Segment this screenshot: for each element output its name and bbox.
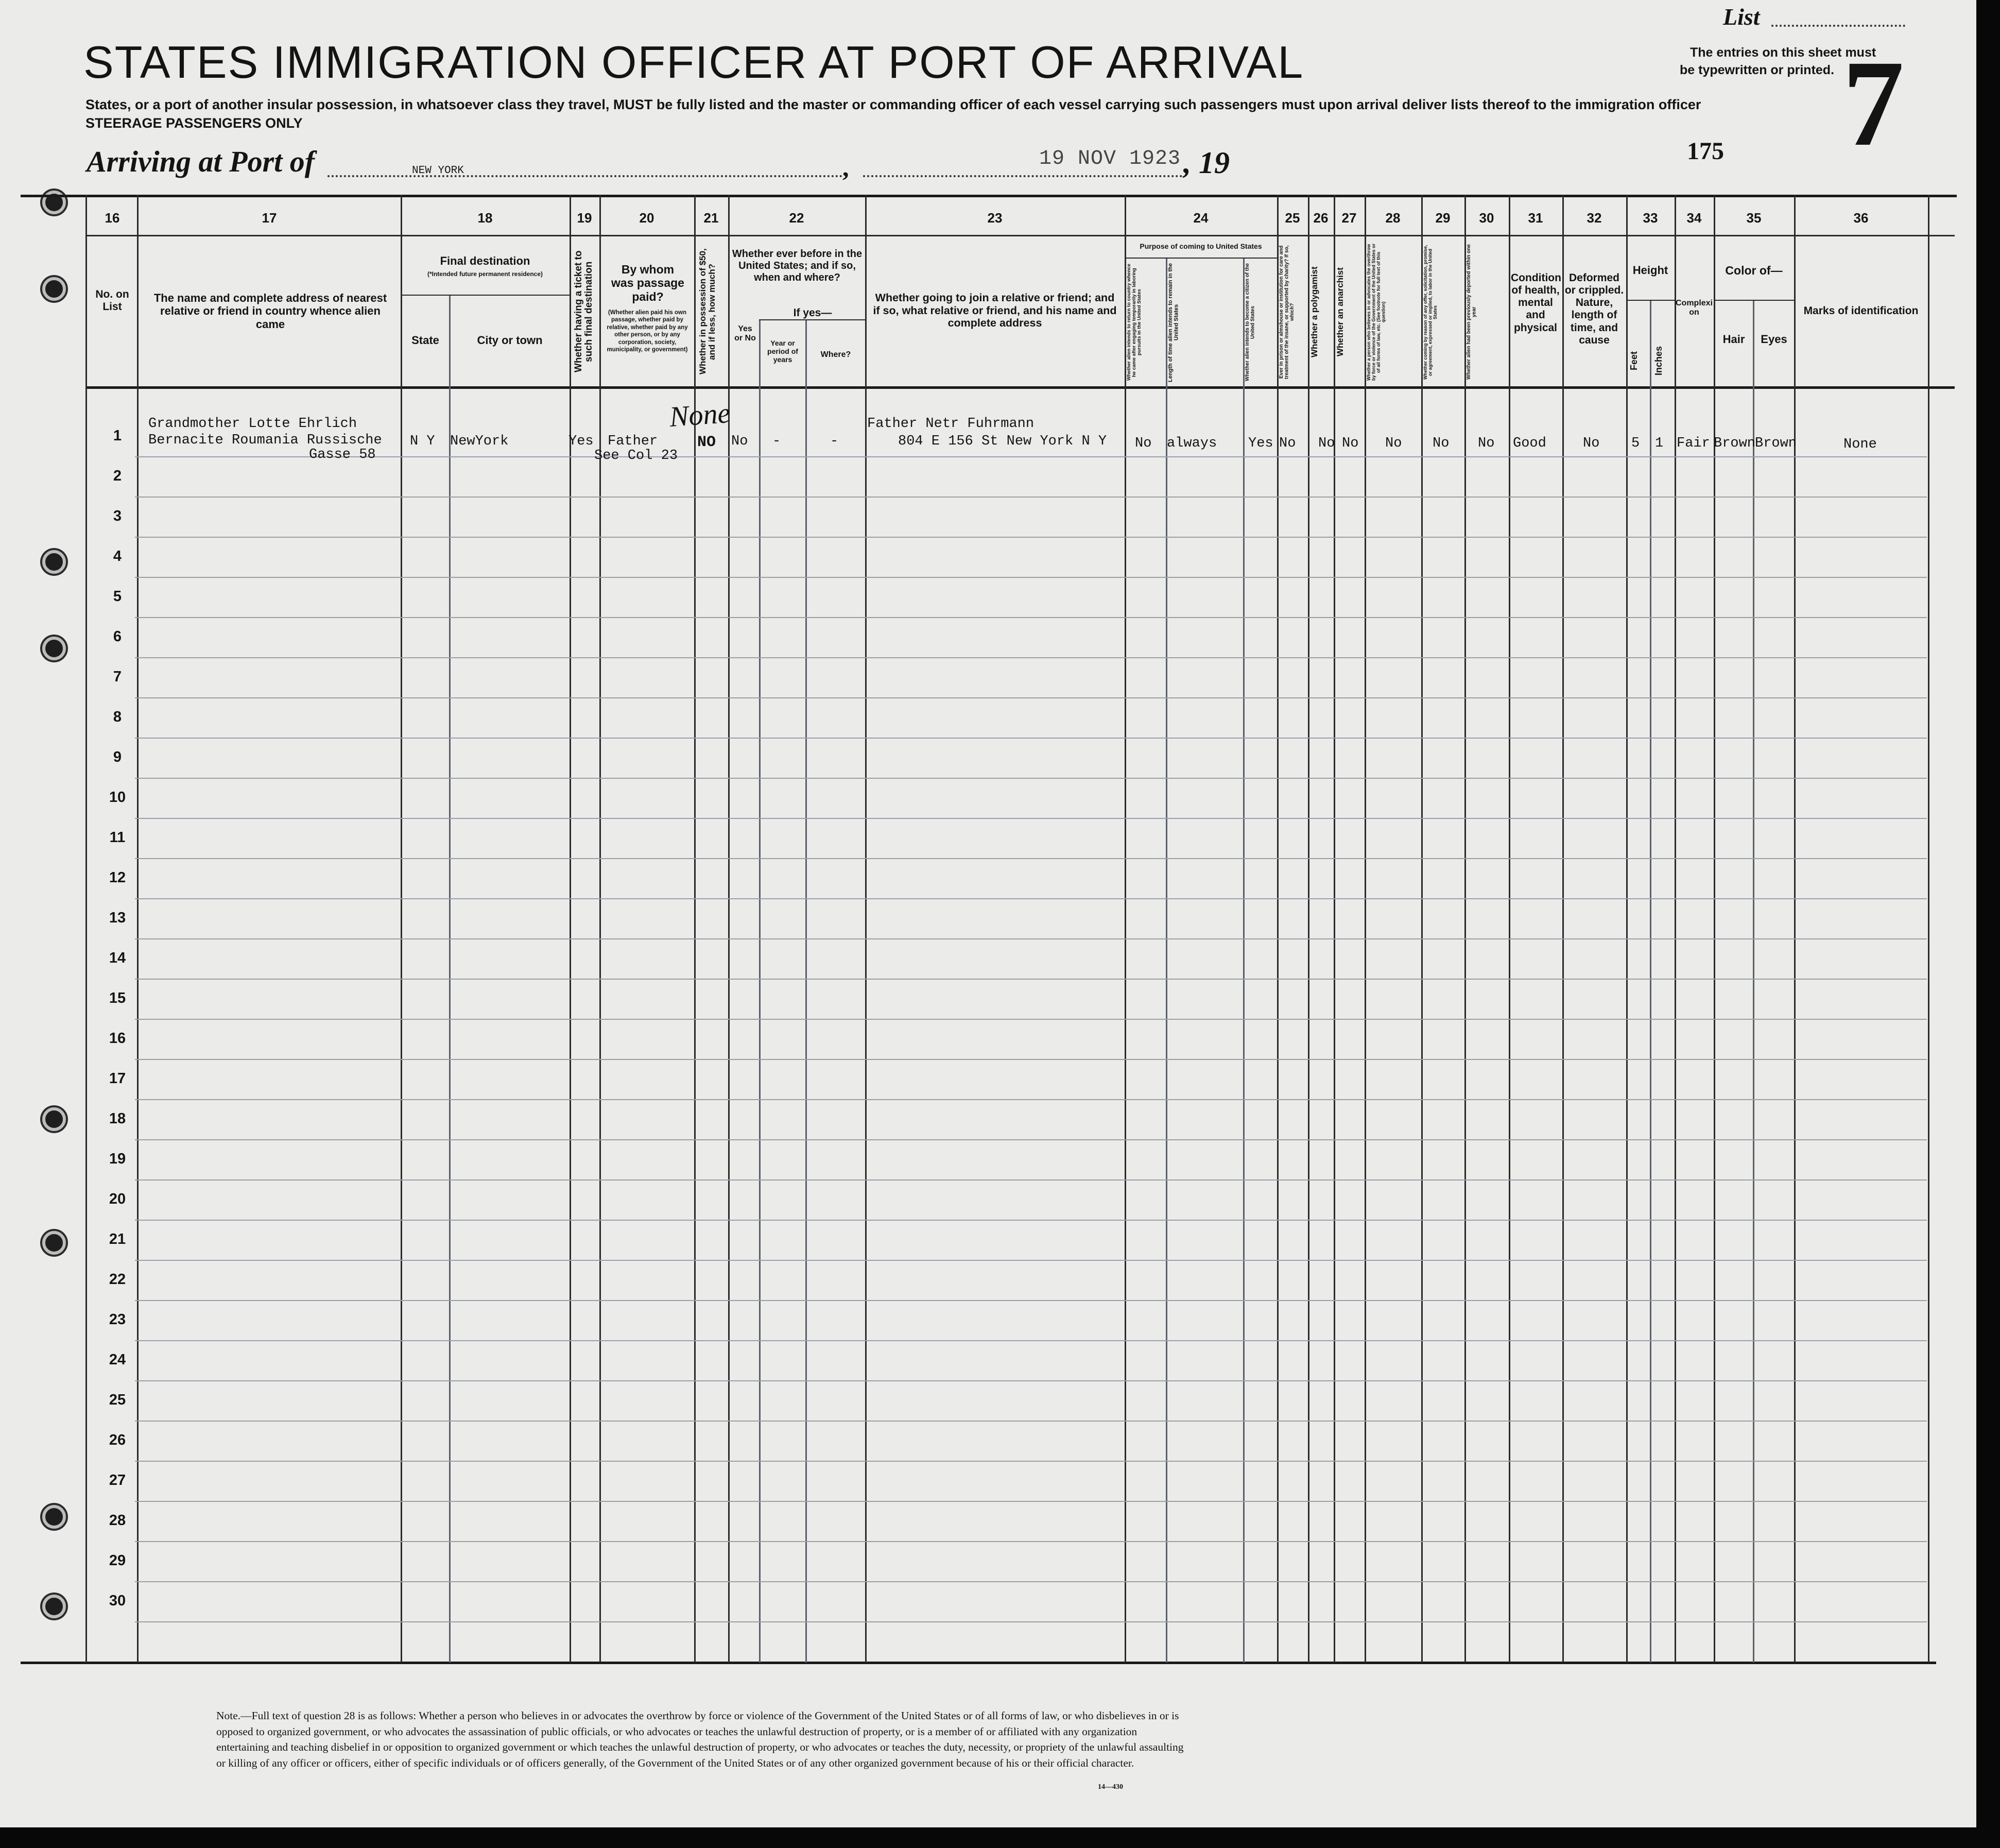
- deported-value: No: [1478, 436, 1495, 451]
- destination-state: N Y: [410, 434, 435, 449]
- binder-hole: [42, 1505, 66, 1529]
- col-number-35: 35: [1746, 210, 1762, 226]
- col-line: [401, 195, 402, 1663]
- col-number-24: 24: [1193, 210, 1209, 226]
- header-eyes: Eyes: [1761, 333, 1787, 346]
- header-purpose: Purpose of coming to United States: [1140, 242, 1262, 250]
- row-number: 18: [109, 1110, 126, 1127]
- header-if-yes: If yes—: [793, 307, 832, 319]
- binder-hole: [42, 1231, 66, 1255]
- ticket-value: Yes: [568, 434, 594, 449]
- port-value: NEW YORK: [412, 165, 464, 177]
- row-number: 16: [109, 1030, 126, 1047]
- list-label: List: [1723, 4, 1760, 30]
- binder-hole: [42, 191, 66, 214]
- row-number: 22: [109, 1271, 126, 1288]
- header-nearest-relative: The name and complete address of nearest relative or friend in country whence alien came: [153, 292, 387, 331]
- row-number: 29: [109, 1552, 126, 1569]
- relative-line-1: Grandmother Lotte Ehrlich: [148, 416, 357, 432]
- scan-edge-bottom: [0, 1827, 2000, 1848]
- entries-note-2: be typewritten or printed.: [1680, 63, 1835, 77]
- date-line: [863, 175, 1182, 177]
- port-line: [327, 175, 842, 177]
- prison-value: No: [1279, 436, 1296, 451]
- header-possession-50: Whether in possession of $50, and if less, how much?: [698, 248, 717, 375]
- anarchist-value: No: [1342, 436, 1359, 451]
- header-health: Condition of health, mental and physical: [1511, 272, 1561, 334]
- header-polygamist: Whether a polygamist: [1309, 266, 1319, 358]
- col-number-23: 23: [987, 210, 1003, 226]
- row-number: 13: [109, 910, 126, 926]
- scan-edge-right: [1976, 0, 2000, 1848]
- date-stamp: 19 NOV 1923: [1039, 147, 1181, 170]
- row-number: 11: [109, 829, 126, 846]
- col-number-20: 20: [639, 210, 654, 226]
- table-top-rule: [21, 195, 1957, 197]
- length-of-stay: always: [1167, 436, 1217, 451]
- entries-note-1: The entries on this sheet must: [1690, 45, 1876, 60]
- row-number: 24: [109, 1351, 126, 1368]
- header-height: Height: [1632, 264, 1668, 277]
- row-number: 7: [113, 669, 122, 685]
- row-number: 14: [109, 950, 126, 966]
- binder-hole: [42, 550, 66, 574]
- subheader-rule: [1125, 258, 1277, 259]
- row-number: 20: [109, 1191, 126, 1207]
- list-number-line: [1771, 25, 1905, 27]
- height-inches: 1: [1655, 436, 1664, 451]
- table-bottom-rule: [21, 1662, 1936, 1664]
- col-line: [1675, 195, 1676, 1663]
- subheader-rule: [1714, 300, 1794, 301]
- row-number: 2: [113, 468, 122, 484]
- header-deported: Whether alien had been previously deported within one year: [1466, 244, 1477, 380]
- destination-city: NewYork: [450, 434, 509, 449]
- binder-hole: [42, 277, 66, 301]
- binder-hole: [42, 637, 66, 660]
- header-state: State: [411, 334, 439, 347]
- arriving-at-port-label: Arriving at Port of: [87, 145, 315, 178]
- sheet-number: 7: [1842, 35, 1904, 172]
- header-complexion: Complexion: [1676, 299, 1713, 317]
- col-line: [1509, 195, 1510, 1663]
- page-title: STATES IMMIGRATION OFFICER AT PORT OF ARRIVAL: [83, 37, 1304, 88]
- list-page-number: 175: [1687, 138, 1724, 165]
- col-line: [1562, 195, 1564, 1663]
- header-offer-labor: Whether coming by reason of any offer, solicitation, promise, or agreement, expressed or implied, to labor in the United States: [1423, 245, 1438, 380]
- relative-line-2: Bernacite Roumania Russische: [148, 433, 382, 448]
- col-line: [1928, 195, 1929, 1663]
- row-number: 6: [113, 628, 122, 645]
- header-feet: Feet: [1629, 351, 1639, 370]
- col-number-31: 31: [1528, 210, 1543, 226]
- header-yes-or-no: Yes or No: [734, 324, 756, 343]
- col-line: [1714, 195, 1715, 1663]
- col-number-34: 34: [1686, 210, 1702, 226]
- row-number: 5: [113, 588, 122, 605]
- header-ticket: Whether having a ticket to such final destination: [573, 250, 594, 373]
- paid-by-line-1: Father: [608, 434, 658, 449]
- header-hair: Hair: [1722, 333, 1745, 346]
- height-feet: 5: [1631, 436, 1640, 451]
- col-line: [570, 195, 571, 1663]
- subtitle-line-1: States, or a port of another insular possession, in whatsoever class they travel, MUST be fully listed and the master or commanding officer of each vessel carrying such passengers must upon arrival deliver lists thereof to the immigration officer: [85, 97, 1701, 112]
- col-number-19: 19: [577, 210, 592, 226]
- col-number-25: 25: [1285, 210, 1300, 226]
- col-line: [1753, 300, 1754, 1663]
- subheader-rule: [1626, 300, 1675, 301]
- col-line: [1166, 258, 1167, 1663]
- header-final-destination-note: (*Intended future permanent residence): [427, 270, 543, 278]
- binder-hole: [42, 1107, 66, 1131]
- row-number: 19: [109, 1151, 126, 1167]
- offer-labor-value: No: [1433, 436, 1450, 451]
- col-number-27: 27: [1341, 210, 1357, 226]
- col-number-30: 30: [1479, 210, 1494, 226]
- hair-value: Brown: [1714, 436, 1756, 451]
- header-passage-paid-note: (Whether alien paid his own passage, whether paid by relative, whether paid by any other person, or by any corporation, society, municipality, or government): [607, 310, 688, 353]
- header-length-of-stay: Length of time alien intends to remain in the United States: [1167, 263, 1180, 382]
- col-number-16: 16: [105, 210, 120, 226]
- overthrow-value: No: [1385, 436, 1402, 451]
- col-number-18: 18: [477, 210, 493, 226]
- header-anarchist: Whether an anarchist: [1335, 267, 1345, 357]
- marks-value: None: [1843, 437, 1877, 452]
- header-marks: Marks of identification: [1803, 305, 1919, 317]
- header-return-intent: Whether alien intends to return to country whence he came after engaging temporarily in laboring pursuits in the United States: [1126, 264, 1142, 381]
- binder-hole: [42, 1595, 66, 1618]
- col-number-22: 22: [789, 210, 804, 226]
- row-number: 12: [109, 869, 126, 886]
- footnote: Note.—Full text of question 28 is as follows: Whether a person who believes in or advocates the overthrow by force or violence of the Government of the United States or of all forms of law, or who disbelieves in or is opposed to organized government, or who advocates the assassination of public officials, or who advocates or teaches the unlawful destruction of property, or is a member of or affiliated with any organization entertaining and teaching disbelief in or opposition to organized government or which teaches the unlawful destruction of property, or who advocates or teaches the duty, necessity, or propriety of the unlawful assaulting or killing of any officer or officers, either of specific individuals or of officers generally, of the Government of the United States or of any other organized government because of his or their official character.: [216, 1709, 1184, 1769]
- join-line-2: 804 E 156 St New York N Y: [898, 434, 1107, 449]
- header-where: Where?: [820, 350, 851, 359]
- col-number-21: 21: [703, 210, 719, 226]
- health-value: Good: [1513, 436, 1546, 451]
- citizen-intent: Yes: [1248, 436, 1273, 451]
- row-number: 25: [109, 1392, 126, 1408]
- subheader-rule: [401, 295, 570, 296]
- comma-1: ,: [842, 153, 849, 182]
- header-deformed: Deformed or crippled. Nature, length of time, and cause: [1564, 272, 1624, 346]
- header-ever-before: Whether ever before in the United States; and if so, when and where?: [732, 248, 863, 283]
- header-city: City or town: [477, 334, 543, 347]
- row-number: 15: [109, 990, 126, 1006]
- eyes-value: Brown: [1755, 436, 1797, 451]
- deformed-value: No: [1583, 436, 1600, 451]
- col-line: [1277, 195, 1279, 1663]
- complexion-value: Fair: [1677, 436, 1710, 451]
- col-line: [1794, 195, 1796, 1663]
- col-number-29: 29: [1435, 210, 1451, 226]
- join-line-1: Father Netr Fuhrmann: [867, 416, 1035, 432]
- money-value: NO: [697, 434, 716, 451]
- row-number: 9: [113, 749, 122, 765]
- col-number-32: 32: [1587, 210, 1602, 226]
- before-in-us: No: [731, 434, 748, 449]
- col-line: [1308, 195, 1309, 1663]
- polygamist-value: No: [1318, 436, 1335, 451]
- row-number: 27: [109, 1472, 126, 1488]
- header-no-on-list: No. on List: [95, 288, 129, 313]
- header-year-period: Year or period of years: [767, 339, 798, 364]
- row-number: 10: [109, 789, 126, 806]
- col-number-26: 26: [1313, 210, 1329, 226]
- row-number: 17: [109, 1070, 126, 1087]
- subheader-rule: [759, 319, 865, 320]
- col-line: [1626, 195, 1628, 1663]
- header-final-destination: Final destination: [440, 254, 530, 267]
- row-number: 4: [113, 548, 122, 564]
- where-value: -: [830, 434, 839, 449]
- header-color-of: Color of—: [1725, 264, 1783, 277]
- row-number: 23: [109, 1311, 126, 1328]
- row-number: 21: [109, 1231, 126, 1247]
- header-citizen-intent: Whether alien intends to become a citizen of the United States: [1245, 263, 1256, 382]
- col-number-28: 28: [1385, 210, 1401, 226]
- col-number-33: 33: [1643, 210, 1658, 226]
- relative-line-3: Gasse 58: [309, 447, 376, 463]
- row-number: 3: [113, 508, 122, 524]
- year-period: -: [772, 434, 781, 449]
- handwritten-none: None: [668, 397, 732, 434]
- row-number: 26: [109, 1432, 126, 1448]
- year-prefix: , 19: [1183, 146, 1230, 180]
- col-line: [1125, 195, 1126, 1663]
- subtitle-line-2: STEERAGE PASSENGERS ONLY: [85, 115, 303, 131]
- row-number: 28: [109, 1512, 126, 1529]
- row-number: 8: [113, 709, 122, 725]
- header-inches: Inches: [1653, 346, 1664, 375]
- form-code: 14—430: [1098, 1783, 1123, 1791]
- row-number: 1: [113, 427, 122, 444]
- col-number-36: 36: [1853, 210, 1869, 226]
- header-overthrow: Whether a person who believes in or advocates the overthrow by force or violence of the Government of the United States or of all forms of law, etc. (See footnote for full text of this question): [1366, 243, 1386, 381]
- return-intent: No: [1135, 436, 1152, 451]
- col-line: [1334, 195, 1335, 1663]
- header-prison: Ever in prison or almshouse or institution for care and treatment of the insane, or supported by charity? If so, which?: [1279, 245, 1295, 379]
- col-line: [865, 195, 867, 1663]
- paid-by-line-2: See Col 23: [594, 448, 678, 464]
- row-number: 30: [109, 1593, 126, 1609]
- col-line: [1650, 300, 1651, 1663]
- col-line: [1243, 258, 1245, 1663]
- col-line: [599, 195, 601, 1663]
- col-line: [1464, 195, 1466, 1663]
- header-join-relative: Whether going to join a relative or friend; and if so, what relative or friend, and his name and complete address: [873, 292, 1117, 330]
- header-passage-paid: By whom was passage paid?: [611, 263, 684, 303]
- col-number-17: 17: [262, 210, 277, 226]
- col-line: [1421, 195, 1423, 1663]
- col-line: [1365, 195, 1366, 1663]
